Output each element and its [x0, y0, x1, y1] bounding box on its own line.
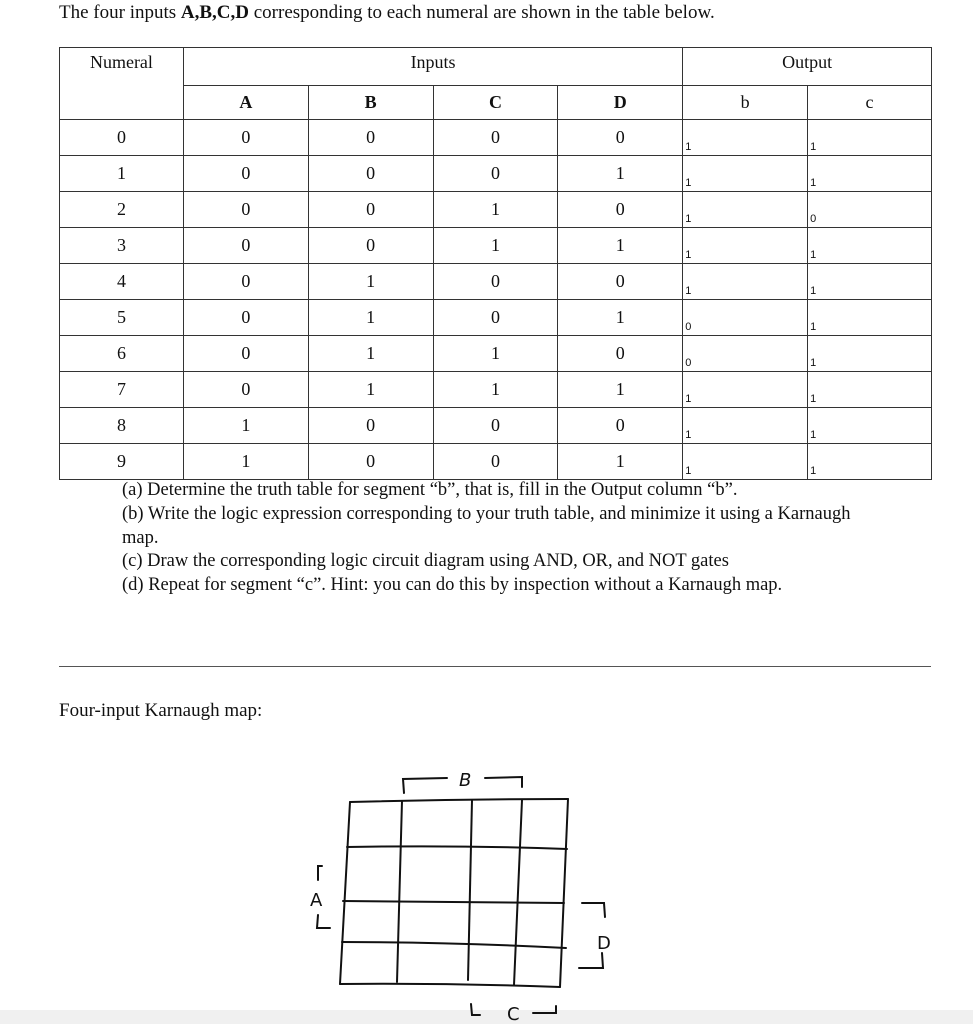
output-c-cell: 1 [808, 156, 932, 192]
header-numeral: Numeral [60, 48, 184, 120]
output-c-cell: 1 [808, 444, 932, 480]
input-a-cell: 0 [183, 264, 308, 300]
input-a-cell: 1 [183, 408, 308, 444]
input-c-cell: 0 [433, 264, 558, 300]
intro-suffix: corresponding to each numeral are shown in the table below. [249, 2, 715, 23]
output-b-cell: 0 [683, 336, 808, 372]
input-a-cell: 0 [183, 156, 308, 192]
output-b-cell: 1 [683, 444, 808, 480]
input-b-cell: 0 [308, 156, 433, 192]
output-c-cell: 1 [808, 300, 932, 336]
kmap-label-d: D [597, 933, 611, 954]
output-b-cell: 1 [683, 228, 808, 264]
numeral-cell: 4 [60, 264, 184, 300]
input-d-cell: 0 [558, 264, 683, 300]
input-c-cell: 1 [433, 228, 558, 264]
kmap-label-b: B [459, 770, 472, 791]
input-d-cell: 0 [558, 336, 683, 372]
numeral-cell: 3 [60, 228, 184, 264]
kmap-label: Four-input Karnaugh map: [59, 700, 263, 721]
numeral-cell: 1 [60, 156, 184, 192]
input-c-cell: 0 [433, 300, 558, 336]
input-a-cell: 0 [183, 300, 308, 336]
numeral-cell: 0 [60, 120, 184, 156]
numeral-cell: 6 [60, 336, 184, 372]
input-a-cell: 0 [183, 192, 308, 228]
header-out-c: c [808, 86, 932, 120]
intro-vars: A,B,C,D [180, 2, 249, 23]
header-c: C [433, 86, 558, 120]
question-c: (c) Draw the corresponding logic circuit diagram using AND, OR, and NOT gates [122, 551, 729, 571]
header-a: A [183, 86, 308, 120]
output-c-cell: 1 [808, 264, 932, 300]
kmap-label-c: C [507, 1004, 520, 1024]
kmap-brackets [317, 777, 605, 1015]
numeral-cell: 5 [60, 300, 184, 336]
numeral-cell: 9 [60, 444, 184, 480]
input-d-cell: 1 [558, 372, 683, 408]
input-c-cell: 0 [433, 156, 558, 192]
kmap-grid [340, 799, 568, 987]
output-c-cell: 0 [808, 192, 932, 228]
input-c-cell: 0 [433, 408, 558, 444]
input-b-cell: 0 [308, 444, 433, 480]
input-a-cell: 0 [183, 120, 308, 156]
numeral-cell: 8 [60, 408, 184, 444]
question-d: (d) Repeat for segment “c”. Hint: you can do this by inspection without a Karnaugh map. [122, 575, 783, 595]
output-c-cell: 1 [808, 120, 932, 156]
input-d-cell: 1 [558, 228, 683, 264]
input-a-cell: 0 [183, 372, 308, 408]
output-b-cell: 1 [683, 408, 808, 444]
header-out-b: b [683, 86, 808, 120]
question-b: (b) Write the logic expression corresponding to your truth table, and minimize it using a Karnaugh map. [122, 504, 851, 548]
output-c-cell: 1 [808, 408, 932, 444]
intro-prefix: The four inputs [59, 2, 181, 23]
input-b-cell: 1 [308, 264, 433, 300]
output-b-cell: 1 [683, 120, 808, 156]
input-d-cell: 1 [558, 444, 683, 480]
input-b-cell: 0 [308, 120, 433, 156]
numeral-cell: 2 [60, 192, 184, 228]
input-c-cell: 1 [433, 192, 558, 228]
header-d: D [558, 86, 683, 120]
input-d-cell: 0 [558, 192, 683, 228]
header-b: B [308, 86, 433, 120]
output-b-cell: 1 [683, 372, 808, 408]
input-c-cell: 1 [433, 336, 558, 372]
input-c-cell: 0 [433, 120, 558, 156]
input-a-cell: 0 [183, 336, 308, 372]
output-c-cell: 1 [808, 228, 932, 264]
output-c-cell: 1 [808, 372, 932, 408]
output-b-cell: 0 [683, 300, 808, 336]
input-d-cell: 1 [558, 156, 683, 192]
input-a-cell: 1 [183, 444, 308, 480]
input-b-cell: 1 [308, 300, 433, 336]
numeral-cell: 7 [60, 372, 184, 408]
output-b-cell: 1 [683, 156, 808, 192]
header-inputs: Inputs [183, 48, 682, 86]
input-d-cell: 0 [558, 408, 683, 444]
header-output: Output [683, 48, 932, 86]
input-b-cell: 1 [308, 336, 433, 372]
input-d-cell: 0 [558, 120, 683, 156]
kmap-label-a: A [310, 890, 323, 911]
input-b-cell: 0 [308, 408, 433, 444]
input-c-cell: 1 [433, 372, 558, 408]
input-b-cell: 1 [308, 372, 433, 408]
question-a: (a) Determine the truth table for segment “b”, that is, fill in the Output column “b”. [122, 480, 738, 500]
input-b-cell: 0 [308, 192, 433, 228]
input-b-cell: 0 [308, 228, 433, 264]
output-b-cell: 1 [683, 264, 808, 300]
input-a-cell: 0 [183, 228, 308, 264]
input-d-cell: 1 [558, 300, 683, 336]
input-c-cell: 0 [433, 444, 558, 480]
output-b-cell: 1 [683, 192, 808, 228]
output-c-cell: 1 [808, 336, 932, 372]
